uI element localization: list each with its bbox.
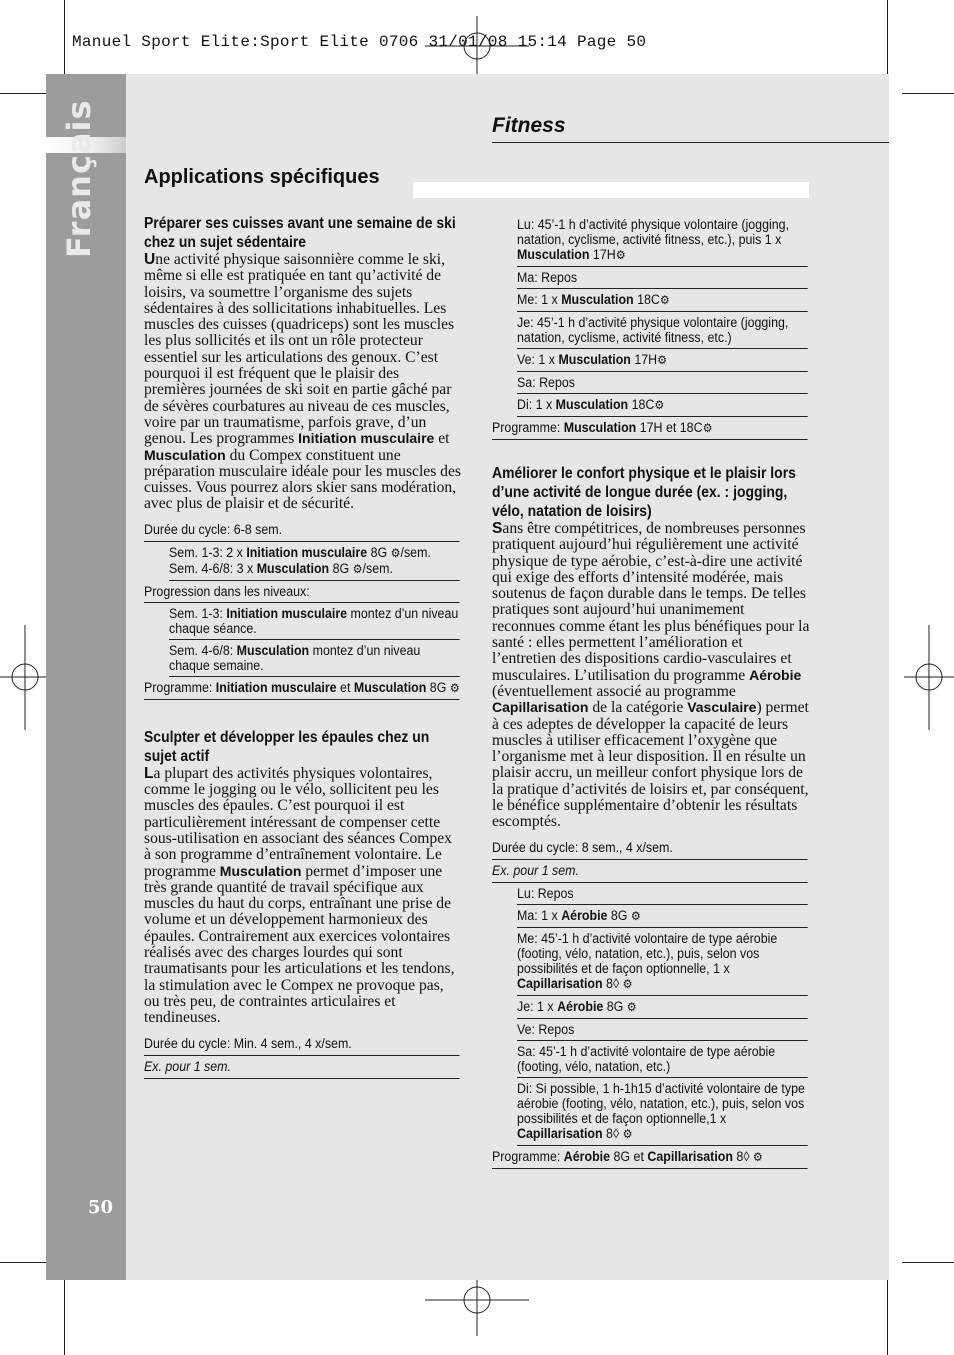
row-text: /sem. <box>400 544 431 560</box>
electrode-icon: ⚙ <box>630 908 641 923</box>
program-summary <box>492 1146 808 1169</box>
program-name: Initiation musculaire <box>215 679 337 695</box>
program-name: Aérobie <box>563 1148 611 1164</box>
schedule-row <box>517 1078 808 1146</box>
electrode-icon: ⚙ <box>622 1126 633 1141</box>
progression-label: Progression dans les niveaux: <box>144 581 460 603</box>
program-name: Musculation <box>561 292 634 307</box>
program-name: Musculation <box>555 397 629 412</box>
program-name: Capillarisation <box>492 699 589 716</box>
row-text: Di: 1 x <box>517 397 553 412</box>
section-c-body <box>492 521 810 831</box>
row-text: Je: 1 x <box>517 998 554 1014</box>
body-text: ) permet à ces adeptes de développer la capacité de leurs muscles à utiliser efficacement l’oxygène que l’organisme met à leur disposition. Il en résulte un plaisir accru, un meilleur confort physique lors de la pratique d’activités de loisirs et, par conséquent, le bénéfice supplémentaire d’obtenir les résultats escomptés. <box>492 699 809 831</box>
body-text: de la catégorie <box>592 699 684 717</box>
program-name: Musculation <box>517 247 590 262</box>
body-text: (éventuellement associé au programme <box>492 682 736 700</box>
row-text: 8◊ <box>606 975 620 991</box>
schedule-row: Sa: Repos <box>517 372 808 394</box>
section-a-heading: Préparer ses cuisses avant une semaine de ski chez un sujet sédentaire <box>144 215 456 251</box>
row-text: Di: Si possible, 1 h-1h15 d’activité volontaire de type aérobie (footing, vélo, natation, etc.), puis, selon vos possibilités et de façon optionnelle,1 x <box>517 1080 805 1126</box>
row-text: Sem. 1-3: <box>169 605 223 621</box>
body-text: et <box>438 430 450 448</box>
row-text: 8G <box>370 544 388 560</box>
example-label: Ex. pour 1 sem. <box>492 860 808 883</box>
electrode-icon: ⚙ <box>626 999 637 1014</box>
row-text: 18C <box>637 292 660 307</box>
schedule-row <box>517 214 808 267</box>
program-name: Musculation <box>558 352 631 367</box>
row-text: 8G <box>606 998 624 1014</box>
row-text: et <box>340 679 351 695</box>
schedule-row: Lu: Repos <box>517 883 808 905</box>
title-band <box>413 182 809 198</box>
program-name: Aérobie <box>749 666 802 683</box>
row-text: Ma: 1 x <box>517 907 558 923</box>
row-text: Programme: <box>492 420 561 435</box>
print-slug: Manuel Sport Elite:Sport Elite 0706 31/01/08 15:14 Page 50 <box>72 33 647 51</box>
schedule-row <box>517 349 808 372</box>
program-name: Musculation <box>236 642 310 658</box>
page-number: 50 <box>88 1197 114 1218</box>
row-text: 8G <box>332 560 350 576</box>
program-name: Initiation musculaire <box>226 605 348 621</box>
section-c-heading: Améliorer le confort physique et le plaisir lors d’une activité de longue durée (ex. : jogging, vélo, natation de loisirs) <box>492 465 796 520</box>
row-text: Me: 1 x <box>517 292 558 307</box>
body-text: du Compex constituent une préparation musculaire idéale pour les muscles des cuisses. Vous pourrez alors skier sans modération, avec plus de plaisir et de sécurité. <box>144 446 461 513</box>
program-name: Musculation <box>144 446 226 463</box>
progression-row <box>169 603 460 640</box>
program-name: Musculation <box>563 420 637 435</box>
row-text: 17H et 18C <box>639 420 703 435</box>
section-rule <box>492 142 889 143</box>
row-text: 8◊ <box>606 1125 620 1141</box>
schedule-row <box>517 996 808 1019</box>
program-name: Aérobie <box>557 998 604 1014</box>
electrode-icon: ⚙ <box>654 398 665 412</box>
row-text: Sem. 4-6/8: 3 x <box>169 560 254 576</box>
row-text: montez d’un niveau chaque séance. <box>169 605 459 636</box>
electrode-icon: ⚙ <box>702 421 713 435</box>
electrode-icon: ⚙ <box>449 680 460 695</box>
drop-cap: S <box>492 520 503 537</box>
row-text: 8G <box>429 679 447 695</box>
electrode-icon: ⚙ <box>615 248 626 262</box>
body-text: ne activité physique saisonnière comme le ski, même si elle est pratiquée en tant qu’activité de loisirs, va soumettre l’organisme des sujets sédentaires à des sollicitations inhabituelles. Les muscles des cuisses (quadriceps) sont les muscles les plus sollicités et ils ont un rôle protecteur essentiel sur les articulations des genoux. C’est pourquoi il est fréquent que le plaisir des premières journées de ski soit en partie gâché par de sévères courbatures au niveau de ces muscles, voire par un traumatisme, parfois grave, d’un genou. Les programmes <box>144 251 455 448</box>
row-text: 8G et <box>613 1148 644 1164</box>
cycle-duration: Durée du cycle: 6-8 sem. <box>144 519 460 542</box>
program-summary <box>492 417 808 440</box>
drop-cap: L <box>144 764 154 782</box>
program-name: Musculation <box>353 679 427 695</box>
language-label: Français <box>60 99 98 258</box>
row-text: 18C <box>631 397 655 412</box>
cycle-duration: Durée du cycle: Min. 4 sem., 4 x/sem. <box>144 1033 460 1056</box>
electrode-icon: ⚙ <box>752 1149 763 1164</box>
program-name: Capillarisation <box>647 1148 733 1164</box>
schedule-row <box>517 394 808 417</box>
row-text: Programme: <box>144 679 213 695</box>
page-title: Applications spécifiques <box>144 166 380 188</box>
schedule-row: Sa: 45’-1 h d’activité volontaire de type aérobie (footing, vélo, natation, etc.) <box>517 1041 808 1078</box>
program-name: Capillarisation <box>517 1125 603 1141</box>
schedule-row: Ma: Repos <box>517 267 808 289</box>
program-name: Initiation musculaire <box>298 430 435 447</box>
schedule-row: Ve: Repos <box>517 1019 808 1041</box>
body-text: ans être compétitrices, de nombreuses personnes pratiquent aujourd’hui régulièrement une activité physique de type aérobie, c’est-à-dire une activité qui exige des efforts d’intensité modérée, mais soutenus de façon durable dans le temps. De telles pratiques sont aujourd’hui unanimement reconnues comme étant les plus bénéfiques pour la santé : elles permettent l’amélioration et l’entretien des dispositions cardio-vasculaires et musculaires. L’utilisation du programme <box>492 520 810 684</box>
schedule-row <box>517 928 808 996</box>
row-text: Sem. 1-3: 2 x <box>169 544 243 560</box>
row-text: montez d’un niveau chaque semaine. <box>169 642 421 673</box>
row-text: 17H <box>592 247 616 262</box>
program-name: Initiation musculaire <box>246 544 368 560</box>
electrode-icon: ⚙ <box>390 545 401 560</box>
row-text: 8◊ <box>736 1148 750 1164</box>
program-name: Capillarisation <box>517 975 603 991</box>
electrode-icon: ⚙ <box>622 976 633 991</box>
cycle-duration: Durée du cycle: 8 sem., 4 x/sem. <box>492 837 808 860</box>
program-name: Aérobie <box>561 907 608 923</box>
section-b-heading: Sculpter et développer les épaules chez un sujet actif <box>144 728 430 765</box>
schedule-row <box>517 905 808 928</box>
body-text: permet d’imposer une très grande quantité de travail spécifique aux muscles du haut du corps, entraînant une prise de volume et un développement harmonieux des épaules. Contrairement aux exercices volontaires réalisés avec des charges lourdes qui sont traumatisants pour les articulations et les tendons, la stimulation avec le Compex ne provoque pas, ou très peu, de contraintes articulaires et tendineuses. <box>144 862 455 1027</box>
progression-row <box>169 640 460 677</box>
program-name: Musculation <box>256 560 330 576</box>
program-name: Vasculaire <box>687 699 757 716</box>
program-summary <box>144 677 460 700</box>
schedule-row: Je: 45’-1 h d’activité physique volontaire (jogging, natation, cyclisme, activité fitness, etc.) <box>517 312 808 349</box>
drop-cap: U <box>144 251 156 268</box>
electrode-icon: ⚙ <box>657 353 668 367</box>
right-column <box>492 214 810 1169</box>
row-text: Me: 45’-1 h d’activité volontaire de type aérobie (footing, vélo, natation, etc.), puis, selon vos possibilités et de façon optionnelle, 1 x <box>517 930 778 976</box>
schedule-row <box>169 542 460 581</box>
row-text: Ve: 1 x <box>517 352 555 367</box>
row-text: /sem. <box>362 560 393 576</box>
row-text: Sem. 4-6/8: <box>169 642 234 658</box>
program-name: Musculation <box>219 862 302 879</box>
row-text: Lu: 45’-1 h d’activité physique volontaire (jogging, natation, cyclisme, activité fitness, etc.), puis 1 x <box>517 217 790 247</box>
body-text: a plupart des activités physiques volontaires, comme le jogging ou le vélo, sollicitent peu les muscles des épaules. C’est pourquoi il est particulièrement intéressant de compenser cette sous-utilisation en associant des séances Compex à son programme d’entraînement volontaire. Le programme <box>144 764 452 880</box>
section-a-body <box>144 252 462 513</box>
row-text: 17H <box>634 352 658 367</box>
left-column <box>144 214 462 1079</box>
row-text: 8G <box>610 907 628 923</box>
electrode-icon: ⚙ <box>659 293 670 307</box>
row-text: Programme: <box>492 1148 561 1164</box>
section-b-body <box>144 766 462 1027</box>
section-title: Fitness <box>492 114 566 137</box>
example-label: Ex. pour 1 sem. <box>144 1056 460 1079</box>
electrode-icon: ⚙ <box>352 561 363 576</box>
schedule-row <box>517 289 808 312</box>
